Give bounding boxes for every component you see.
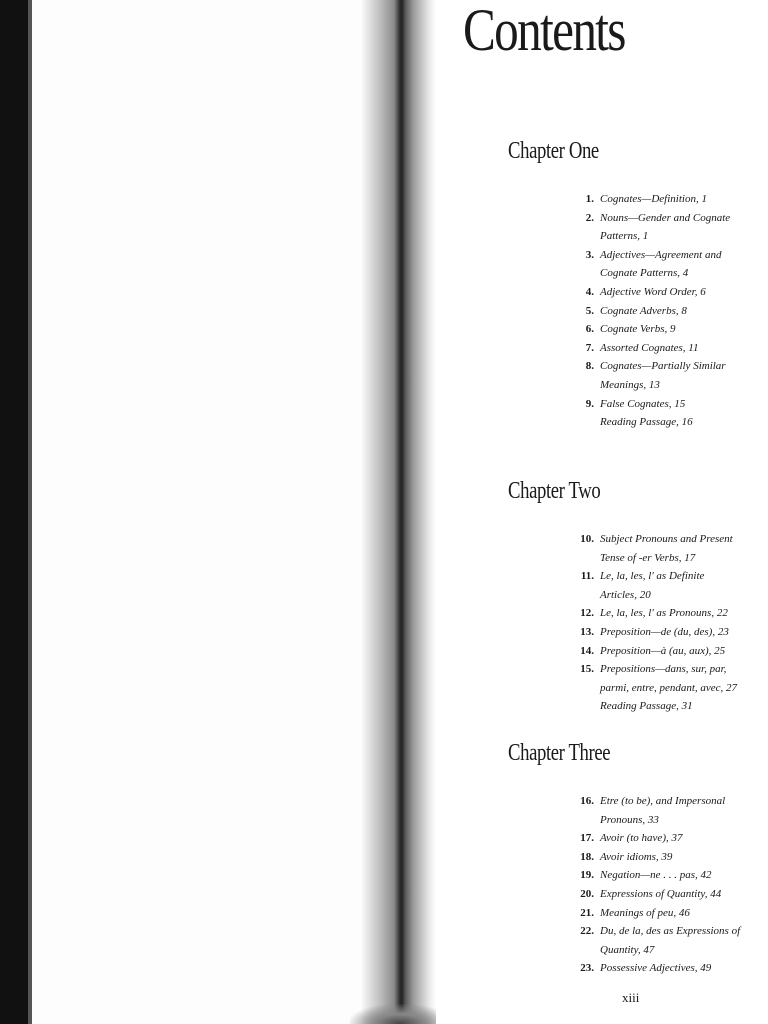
- entry-text: Cognates—Partially Similar Meanings, 13: [600, 360, 726, 391]
- entry-text: Etre (to be), and Impersonal Pronouns, 33: [600, 795, 726, 826]
- entry-text: Cognates—Definition, 1: [600, 193, 707, 205]
- toc-entry: [566, 660, 742, 697]
- reading-passage-entry: Reading Passage, 31: [600, 700, 693, 713]
- entry-text: Preposition—de (du, des), 23: [600, 625, 729, 638]
- entry-text: Assorted Cognates, 11: [600, 341, 699, 354]
- toc-entry: [566, 190, 742, 209]
- toc-entry: [566, 357, 742, 394]
- toc-entry: [566, 339, 742, 358]
- toc-entry: [566, 623, 742, 642]
- toc-entry: [566, 302, 742, 321]
- left-blank-page: [32, 0, 362, 1024]
- toc-entry: [566, 848, 742, 867]
- entry-number: 15.: [580, 663, 594, 676]
- toc-entry: [566, 320, 742, 339]
- page-title: Contents: [463, 0, 625, 63]
- entry-text: Expressions of Quantity, 44: [600, 887, 722, 900]
- entry-number: 19.: [580, 869, 594, 882]
- chapter-one-heading: Chapter One: [508, 138, 599, 164]
- toc-entry: [566, 642, 742, 661]
- entry-number: 20.: [580, 887, 594, 900]
- entry-number: 12.: [580, 607, 594, 620]
- toc-entry: [566, 904, 742, 923]
- entry-text: Avoir (to have), 37: [600, 832, 683, 845]
- entry-number: 5.: [585, 304, 594, 317]
- toc-entry: [566, 866, 742, 885]
- book-gutter-shadow: [360, 0, 436, 1024]
- entry-number: 1.: [585, 193, 594, 205]
- entry-text: Le, la, les, l' as Pronouns, 22: [600, 607, 728, 620]
- entry-number: 9.: [585, 397, 594, 410]
- entry-text: Le, la, les, l' as Definite Articles, 20: [600, 570, 705, 601]
- entry-number: 3.: [585, 248, 594, 261]
- toc-entry: [566, 567, 742, 604]
- entry-number: 23.: [580, 962, 594, 975]
- entry-number: 8.: [585, 360, 594, 373]
- toc-entry: [566, 885, 742, 904]
- entry-text: Possessive Adjectives, 49: [600, 962, 712, 975]
- entry-text: Prepositions—dans, sur, par, parmi, entre, pendant, avec, 27: [600, 663, 738, 694]
- toc-entry: [566, 395, 742, 414]
- toc-entry: [566, 209, 742, 246]
- entry-number: 6.: [585, 323, 594, 336]
- toc-entry: [566, 922, 742, 959]
- toc-entry: [566, 792, 742, 829]
- entry-number: 22.: [580, 925, 594, 938]
- toc-entry: [566, 604, 742, 623]
- entry-text: Negation—ne . . . pas, 42: [600, 869, 712, 882]
- entry-text: Avoir idioms, 39: [600, 850, 673, 863]
- toc-entry: [566, 530, 742, 567]
- entry-text: Nouns—Gender and Cognate Patterns, 1: [600, 211, 731, 243]
- entry-text: False Cognates, 15: [600, 397, 686, 410]
- book-gutter-foot-shadow: [350, 1004, 450, 1024]
- reading-passage-entry: Reading Passage, 16: [600, 416, 693, 429]
- entry-number: 4.: [585, 285, 594, 298]
- chapter-one-entries: [566, 190, 742, 432]
- chapter-three-heading: Chapter Three: [508, 740, 611, 766]
- entry-text: Cognate Verbs, 9: [600, 323, 676, 336]
- chapter-two-entries: [566, 530, 742, 716]
- entry-number: 21.: [580, 906, 594, 919]
- entry-number: 7.: [585, 341, 594, 354]
- toc-entry: [566, 959, 742, 978]
- entry-number: 13.: [580, 625, 594, 638]
- entry-text: Adjectives—Agreement and Cognate Patterns, 4: [600, 248, 722, 280]
- toc-entry: [566, 283, 742, 302]
- toc-entry: [566, 246, 742, 283]
- entry-number: 16.: [580, 795, 594, 807]
- entry-text: Du, de la, des as Expressions of Quantity, 47: [600, 925, 741, 956]
- entry-number: 10.: [580, 533, 594, 545]
- entry-text: Cognate Adverbs, 8: [600, 304, 687, 317]
- entry-number: 11.: [580, 570, 594, 583]
- entry-text: Adjective Word Order, 6: [600, 285, 706, 298]
- chapter-two-heading: Chapter Two: [508, 478, 601, 504]
- entry-text: Preposition—à (au, aux), 25: [600, 644, 726, 657]
- entry-text: Meanings of peu, 46: [600, 906, 690, 919]
- entry-number: 17.: [580, 832, 594, 845]
- book-cover-edge: [0, 0, 28, 1024]
- toc-entry: [566, 829, 742, 848]
- entry-number: 2.: [585, 211, 594, 224]
- page-number: xiii: [622, 990, 640, 1005]
- entry-text: Subject Pronouns and Present Tense of -er Verbs, 17: [600, 533, 733, 564]
- entry-number: 14.: [580, 644, 594, 657]
- chapter-three-entries: [566, 792, 742, 978]
- entry-number: 18.: [580, 850, 594, 863]
